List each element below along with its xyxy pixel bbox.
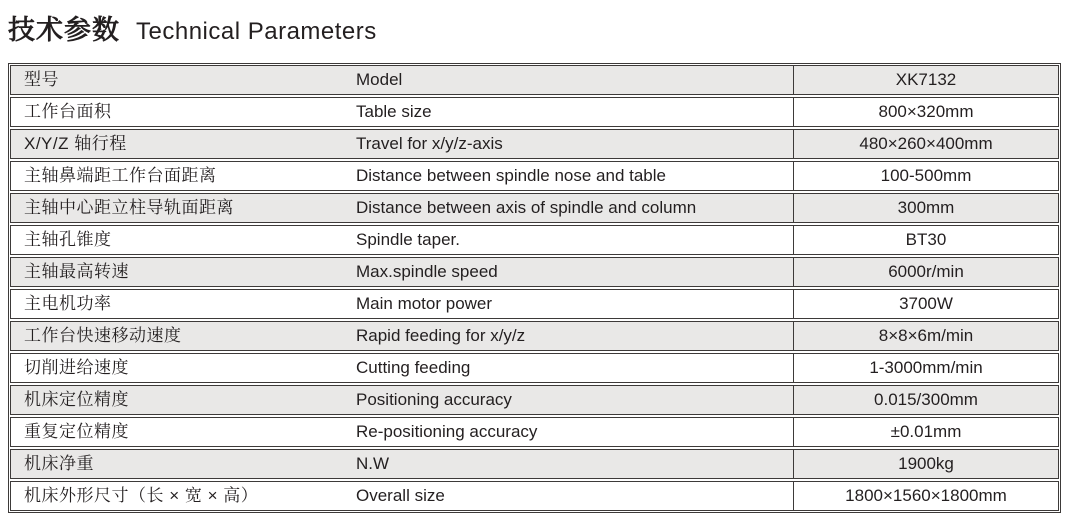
- param-name-chinese: 机床净重: [24, 454, 94, 473]
- param-value: 0.015/300mm: [793, 386, 1058, 414]
- page-title-english: Technical Parameters: [136, 18, 377, 45]
- param-name-chinese: 工作台面积: [24, 102, 112, 121]
- table-row: [10, 481, 1059, 511]
- page-title-chinese: 技术参数: [8, 15, 120, 45]
- param-name-english: Overall size: [356, 486, 445, 505]
- table-row: [10, 385, 1059, 415]
- param-value: 3700W: [793, 290, 1058, 318]
- param-name-english: Cutting feeding: [356, 358, 471, 377]
- param-value: BT30: [793, 226, 1058, 254]
- table-row: [10, 353, 1059, 383]
- param-name-english: Rapid feeding for x/y/z: [356, 326, 526, 345]
- param-value: 480×260×400mm: [793, 130, 1058, 158]
- param-value: 300mm: [793, 194, 1058, 222]
- param-name-chinese: 重复定位精度: [24, 422, 129, 441]
- param-name-chinese: 主电机功率: [24, 294, 112, 313]
- param-name-chinese: 主轴孔锥度: [24, 230, 112, 249]
- param-value: 1900kg: [793, 450, 1058, 478]
- param-name-chinese: 工作台快速移动速度: [24, 326, 182, 345]
- table-row: [10, 161, 1059, 191]
- table-row: [10, 257, 1059, 287]
- table-row: [10, 65, 1059, 95]
- table-row: [10, 417, 1059, 447]
- table-row: [10, 289, 1059, 319]
- param-name-english: N.W: [356, 454, 390, 473]
- param-name-chinese: 型号: [24, 70, 59, 89]
- table-row: [10, 193, 1059, 223]
- param-value: XK7132: [793, 66, 1058, 94]
- param-value: ±0.01mm: [793, 418, 1058, 446]
- param-value: 1800×1560×1800mm: [793, 482, 1058, 510]
- param-name-english: Distance between axis of spindle and column: [356, 198, 697, 217]
- param-name-english: Max.spindle speed: [356, 262, 498, 281]
- table-row: [10, 97, 1059, 127]
- param-value: 1-3000mm/min: [793, 354, 1058, 382]
- param-value: 6000r/min: [793, 258, 1058, 286]
- table-row: [10, 449, 1059, 479]
- param-name-english: Main motor power: [356, 294, 493, 313]
- param-name-chinese: 机床外形尺寸（长 × 宽 × 高）: [24, 486, 259, 505]
- param-name-chinese: 主轴最高转速: [24, 262, 129, 281]
- param-name-english: Spindle taper.: [356, 230, 460, 249]
- param-name-chinese: 主轴鼻端距工作台面距离: [24, 166, 217, 185]
- param-name-english: Table size: [356, 102, 432, 121]
- table-row: [10, 129, 1059, 159]
- param-name-english: Travel for x/y/z-axis: [356, 134, 503, 153]
- table-row: [10, 225, 1059, 255]
- technical-parameters-table: [8, 63, 1061, 513]
- page-title: [8, 8, 377, 47]
- param-name-english: Distance between spindle nose and table: [356, 166, 666, 185]
- param-value: 100-500mm: [793, 162, 1058, 190]
- param-value: 8×8×6m/min: [793, 322, 1058, 350]
- param-name-english: Model: [356, 70, 403, 89]
- param-name-chinese: 切削进给速度: [24, 358, 129, 377]
- param-name-english: Re-positioning accuracy: [356, 422, 538, 441]
- param-name-chinese: 机床定位精度: [24, 390, 129, 409]
- param-value: 800×320mm: [793, 98, 1058, 126]
- param-name-chinese: X/Y/Z 轴行程: [24, 134, 127, 153]
- param-name-english: Positioning accuracy: [356, 390, 512, 409]
- table-row: [10, 321, 1059, 351]
- param-name-chinese: 主轴中心距立柱导轨面距离: [24, 198, 234, 217]
